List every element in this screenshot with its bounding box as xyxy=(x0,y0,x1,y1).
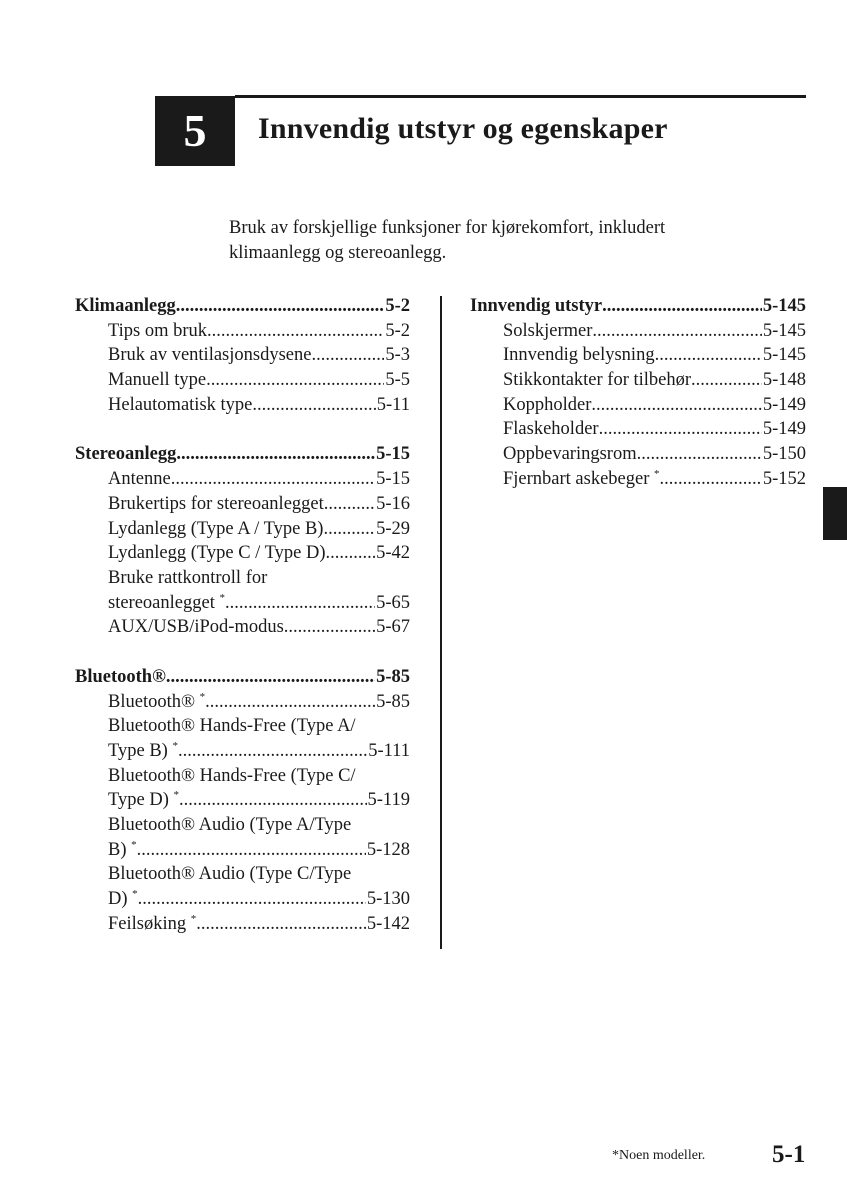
toc-heading-innvendig-utstyr[interactable]: Innvendig utstyr ..... 5-145 xyxy=(470,296,806,321)
toc-entry[interactable]: Manuell type ..... 5-5 xyxy=(75,370,410,395)
toc-entry[interactable]: Bruk av ventilasjonsdysene ..... 5-3 xyxy=(75,345,410,370)
toc-entry-line2[interactable]: Type D) * ..... 5-119 xyxy=(75,790,410,815)
toc-entry[interactable]: Helautomatisk type ..... 5-11 xyxy=(75,395,410,420)
footnote: *Noen modeller. xyxy=(612,1148,706,1163)
toc-entry[interactable]: Antenne ..... 5-15 xyxy=(75,469,410,494)
title-rule xyxy=(235,95,806,98)
toc-entry-line1[interactable]: Bluetooth® Audio (Type C/Type xyxy=(108,864,352,885)
toc-section-innvendig-utstyr xyxy=(470,296,806,494)
toc-entry[interactable]: Innvendig belysning ..... 5-145 xyxy=(470,345,806,370)
chapter-number: 5 xyxy=(183,105,207,156)
footnote-asterisk: * xyxy=(172,740,178,752)
toc-entry[interactable]: Bluetooth® * ..... 5-85 xyxy=(75,692,410,717)
intro-line-1: Bruk av forskjellige funksjoner for kjørekomfort, inkludert xyxy=(229,218,666,238)
footnote-asterisk: * xyxy=(132,888,138,901)
toc-entry[interactable]: Lydanlegg (Type C / Type D) ..... 5-42 xyxy=(75,543,410,568)
toc-entry-line1[interactable]: Bluetooth® Hands-Free (Type C/ xyxy=(108,765,356,786)
toc-entry[interactable]: Solskjermer ..... 5-145 xyxy=(470,321,806,346)
footnote-asterisk: * xyxy=(654,467,660,480)
toc-entry-line1[interactable]: Bluetooth® Audio (Type A/Type xyxy=(108,815,352,836)
footnote-asterisk: * xyxy=(219,591,225,604)
toc-entry[interactable]: Brukertips for stereoanlegget ..... 5-16 xyxy=(75,494,410,519)
toc-section-bluetooth xyxy=(75,667,410,939)
toc-entry[interactable]: Flaskeholder ..... 5-149 xyxy=(470,419,806,444)
footnote-asterisk: * xyxy=(173,789,179,802)
toc-heading-klimaanlegg[interactable]: Klimaanlegg ..... 5-2 xyxy=(75,296,410,321)
footnote-asterisk: * xyxy=(199,690,206,703)
toc-entry[interactable]: Oppbevaringsrom ..... 5-150 xyxy=(470,444,806,469)
chapter-side-tab xyxy=(823,487,847,540)
toc-entry-line1[interactable]: Bruke rattkontroll for xyxy=(108,567,268,588)
toc-entry[interactable]: Koppholder ..... 5-149 xyxy=(470,395,806,420)
chapter-intro xyxy=(229,216,749,266)
page-number: 5-1 xyxy=(772,1141,806,1168)
toc-entry[interactable]: Tips om bruk ..... 5-2 xyxy=(75,321,410,346)
toc-right-column xyxy=(470,296,806,519)
footnote-asterisk: * xyxy=(190,912,197,925)
toc-heading-stereoanlegg[interactable]: Stereoanlegg ..... 5-15 xyxy=(75,444,410,469)
toc-heading-bluetooth[interactable]: Bluetooth® ..... 5-85 xyxy=(75,667,410,692)
toc-entry[interactable]: Feilsøking * ..... 5-142 xyxy=(75,914,410,939)
toc-entry[interactable]: AUX/USB/iPod-modus ..... 5-67 xyxy=(75,617,410,642)
chapter-title: Innvendig utstyr og egenskaper xyxy=(258,112,668,145)
toc-entry-line2[interactable]: D) * ..... 5-130 xyxy=(75,889,410,914)
intro-line-2: klimaanlegg og stereoanlegg. xyxy=(229,243,447,263)
column-divider xyxy=(440,296,442,949)
toc-entry-line2[interactable]: stereoanlegget * ..... 5-65 xyxy=(75,593,410,618)
toc-section-klimaanlegg xyxy=(75,296,410,419)
toc-entry-line2[interactable]: Type B) * ..... 5-111 xyxy=(75,741,410,766)
toc-entry[interactable]: Fjernbart askebeger * ..... 5-152 xyxy=(470,469,806,494)
toc-entry-line2[interactable]: B) * ..... 5-128 xyxy=(75,840,410,865)
footnote-asterisk: * xyxy=(131,838,137,851)
toc-left-column xyxy=(75,296,410,964)
toc-entry[interactable]: Lydanlegg (Type A / Type B) ..... 5-29 xyxy=(75,519,410,544)
chapter-number-box xyxy=(155,96,235,166)
toc-entry-line1[interactable]: Bluetooth® Hands-Free (Type A/ xyxy=(108,716,356,737)
toc-entry[interactable]: Stikkontakter for tilbehør ..... 5-148 xyxy=(470,370,806,395)
toc-section-stereoanlegg xyxy=(75,444,410,642)
